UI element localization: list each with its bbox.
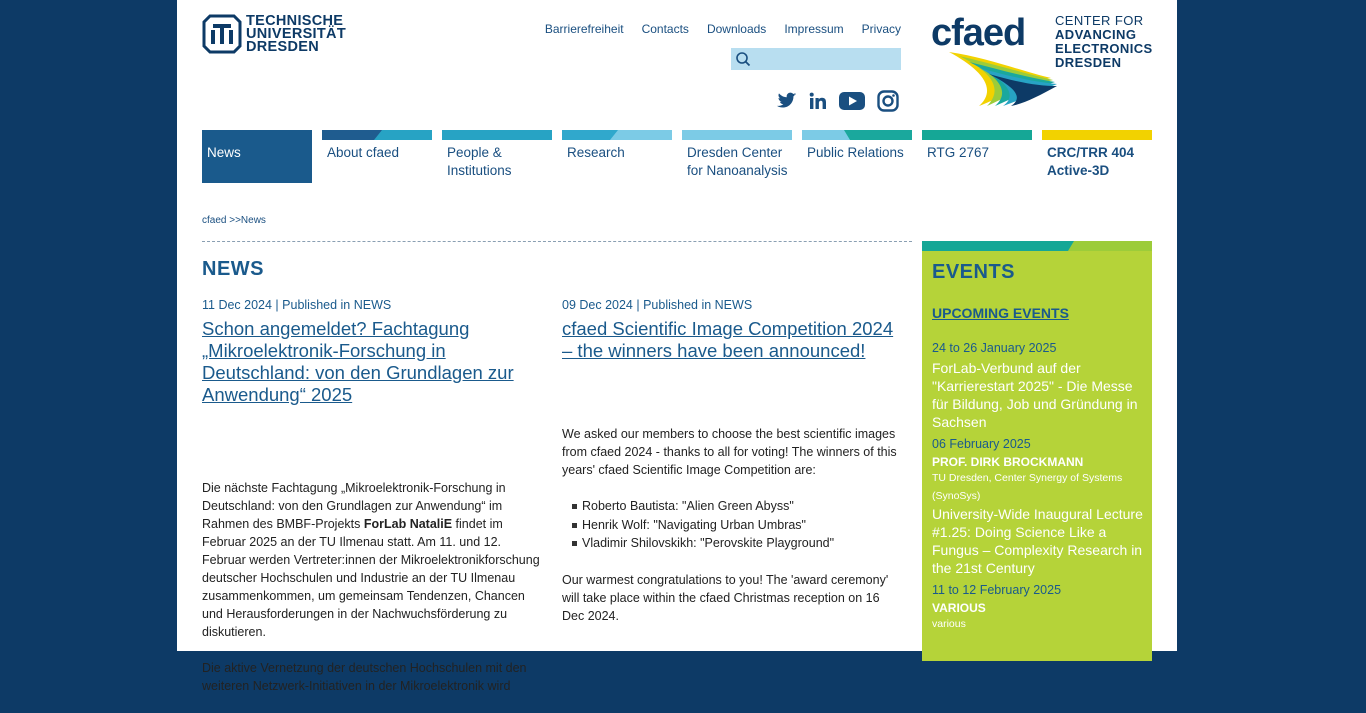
nav-item-news[interactable] (202, 130, 312, 183)
events-title: EVENTS (932, 261, 1016, 283)
divider (202, 241, 912, 242)
nav-label: Public Relations (807, 145, 904, 160)
list-item: Henrik Wolf: "Navigating Urban Umbras" (582, 516, 902, 535)
youtube-icon[interactable] (839, 92, 865, 110)
cfaed-logo-line: ADVANCING (1055, 27, 1137, 42)
text: Die nächste Fachtagung „Mikroelektronik-Forschung in Deutschland: von den Grundlagen zur Anwendung“ im Rahmen des BMBF-Projekts (202, 481, 506, 531)
linkedin-icon[interactable] (809, 92, 827, 110)
top-links (527, 22, 901, 36)
link-downloads[interactable]: Downloads (706, 22, 767, 36)
tud-logo[interactable] (202, 14, 346, 54)
nav-label: About cfaed (327, 145, 400, 160)
event-title-link[interactable]: ForLab-Verbund auf der "Karrierestart 2025" - Die Messe für Bildung, Job und Gründung in Sachsen (932, 360, 1138, 430)
cfaed-logo-line: ELECTRONICS (1055, 41, 1153, 56)
twitter-icon[interactable] (777, 92, 797, 110)
link-privacy[interactable]: Privacy (861, 22, 901, 36)
event-item (932, 437, 1144, 577)
main-nav (202, 130, 1152, 183)
events-panel (922, 241, 1152, 661)
cfaed-logo-mark: cfaed (931, 12, 1026, 54)
event-item (932, 583, 1144, 633)
bold-text: ForLab NataliE (363, 517, 453, 531)
search-box (731, 48, 901, 70)
event-org: TU Dresden, Center Synergy of Systems (SynoSys) (932, 472, 1123, 502)
article-paragraph: We asked our members to choose the best scientific images from cfaed 2024 - thanks to all for voting! The winners of this years' cfaed Scientific Image Competition are: (562, 427, 897, 477)
nav-item-crc[interactable] (1042, 130, 1152, 183)
list-item: Roberto Bautista: "Alien Green Abyss" (582, 497, 902, 516)
nav-bar (562, 130, 672, 140)
list-item: Vladimir Shilovskikh: "Perovskite Playground" (582, 534, 902, 553)
nav-bar (682, 130, 792, 140)
article-meta: 09 Dec 2024 | Published in NEWS (562, 298, 753, 312)
nav-item-public-relations[interactable] (802, 130, 912, 183)
cfaed-logo-line: DRESDEN (1055, 55, 1122, 70)
nav-label: RTG 2767 (927, 145, 990, 160)
event-item (932, 341, 1144, 431)
article-meta: 11 Dec 2024 | Published in NEWS (202, 298, 392, 312)
news-article (202, 298, 548, 713)
nav-item-nanoanalysis[interactable] (682, 130, 792, 183)
nav-item-about[interactable] (322, 130, 432, 183)
tud-logo-text (246, 12, 346, 55)
instagram-icon[interactable] (877, 90, 899, 112)
article-headline-link[interactable]: cfaed Scientific Image Competition 2024 – the winners have been announced! (562, 318, 894, 361)
upcoming-events-link[interactable]: UPCOMING EVENTS (932, 305, 1069, 321)
link-barrierefreiheit[interactable]: Barrierefreiheit (544, 22, 624, 36)
search-icon[interactable] (735, 51, 751, 67)
nav-bar (322, 130, 432, 140)
article-body (202, 479, 548, 695)
article-paragraph (202, 479, 548, 641)
cfaed-swoosh-icon (929, 48, 1059, 108)
event-speaker: PROF. DIRK BROCKMANN (932, 455, 1084, 469)
article-paragraph: Our warmest congratulations to you! The 'award ceremony' will take place within the cfaed Christmas reception on 16 Dec 2024. (562, 572, 889, 623)
nav-label: News (207, 145, 241, 160)
nav-bar (202, 130, 312, 140)
nav-label: People & Institutions (447, 145, 512, 178)
news-article (562, 298, 902, 643)
event-date: 06 February 2025 (932, 437, 1031, 451)
nav-item-people[interactable] (442, 130, 552, 183)
link-contacts[interactable]: Contacts (641, 22, 689, 36)
page (177, 0, 1177, 693)
event-date: 11 to 12 February 2025 (932, 583, 1062, 597)
tud-logo-line: DRESDEN (246, 38, 319, 55)
link-impressum[interactable]: Impressum (784, 22, 844, 36)
nav-bar (1042, 130, 1152, 140)
events-list (932, 341, 1144, 633)
text: findet im Februar 2025 an der TU Ilmenau statt. Am 11. und 12. Februar werden Vertreter:innen der Mikroelektronikforschung deutscher Hochschulen und Industrie an der TU Ilmenau zusammenkommen, um gemeinsam Tendenzen, Chancen und Herausforderungen in der Nachwuchsförderung zu diskutieren. (202, 517, 540, 639)
cfaed-logo-text (1055, 14, 1153, 70)
tud-logo-line: TECHNISCHE (246, 12, 344, 29)
breadcrumb[interactable]: cfaed >>News (202, 215, 266, 226)
event-org: various (932, 618, 966, 630)
nav-item-rtg[interactable] (922, 130, 1032, 183)
search-input[interactable] (755, 49, 899, 69)
article-paragraph: Die aktive Vernetzung der deutschen Hochschulen mit den weiteren Netzwerk-Initiativen in der Mikroelektronik wird (202, 661, 527, 693)
nav-label: CRC/TRR 404 Active-3D (1047, 145, 1135, 178)
event-title-link[interactable]: University-Wide Inaugural Lecture #1.25: Doing Science Like a Fungus – Complexity Research in the 21st Century (932, 506, 1143, 576)
tud-logo-line: UNIVERSITÄT (246, 25, 346, 42)
winners-list (562, 497, 902, 553)
nav-label: Dresden Center for Nanoanalysis (687, 145, 788, 178)
article-headline-link[interactable]: Schon angemeldet? Fachtagung „Mikroelektronik-Forschung in Deutschland: von den Grundlagen zur Anwendung“ 2025 (202, 318, 514, 405)
events-topbar (922, 241, 1152, 251)
article-body (562, 425, 902, 625)
social-icons (777, 90, 899, 112)
nav-item-research[interactable] (562, 130, 672, 183)
nav-bar (442, 130, 552, 140)
event-speaker: VARIOUS (932, 601, 986, 615)
cfaed-logo-line: CENTER FOR (1055, 13, 1144, 28)
tud-logo-mark-icon (202, 14, 242, 54)
nav-label: Research (567, 145, 625, 160)
event-date: 24 to 26 January 2025 (932, 341, 1057, 355)
page-title: NEWS (202, 258, 264, 280)
nav-bar (802, 130, 912, 140)
nav-bar (922, 130, 1032, 140)
cfaed-logo[interactable] (929, 12, 1159, 107)
